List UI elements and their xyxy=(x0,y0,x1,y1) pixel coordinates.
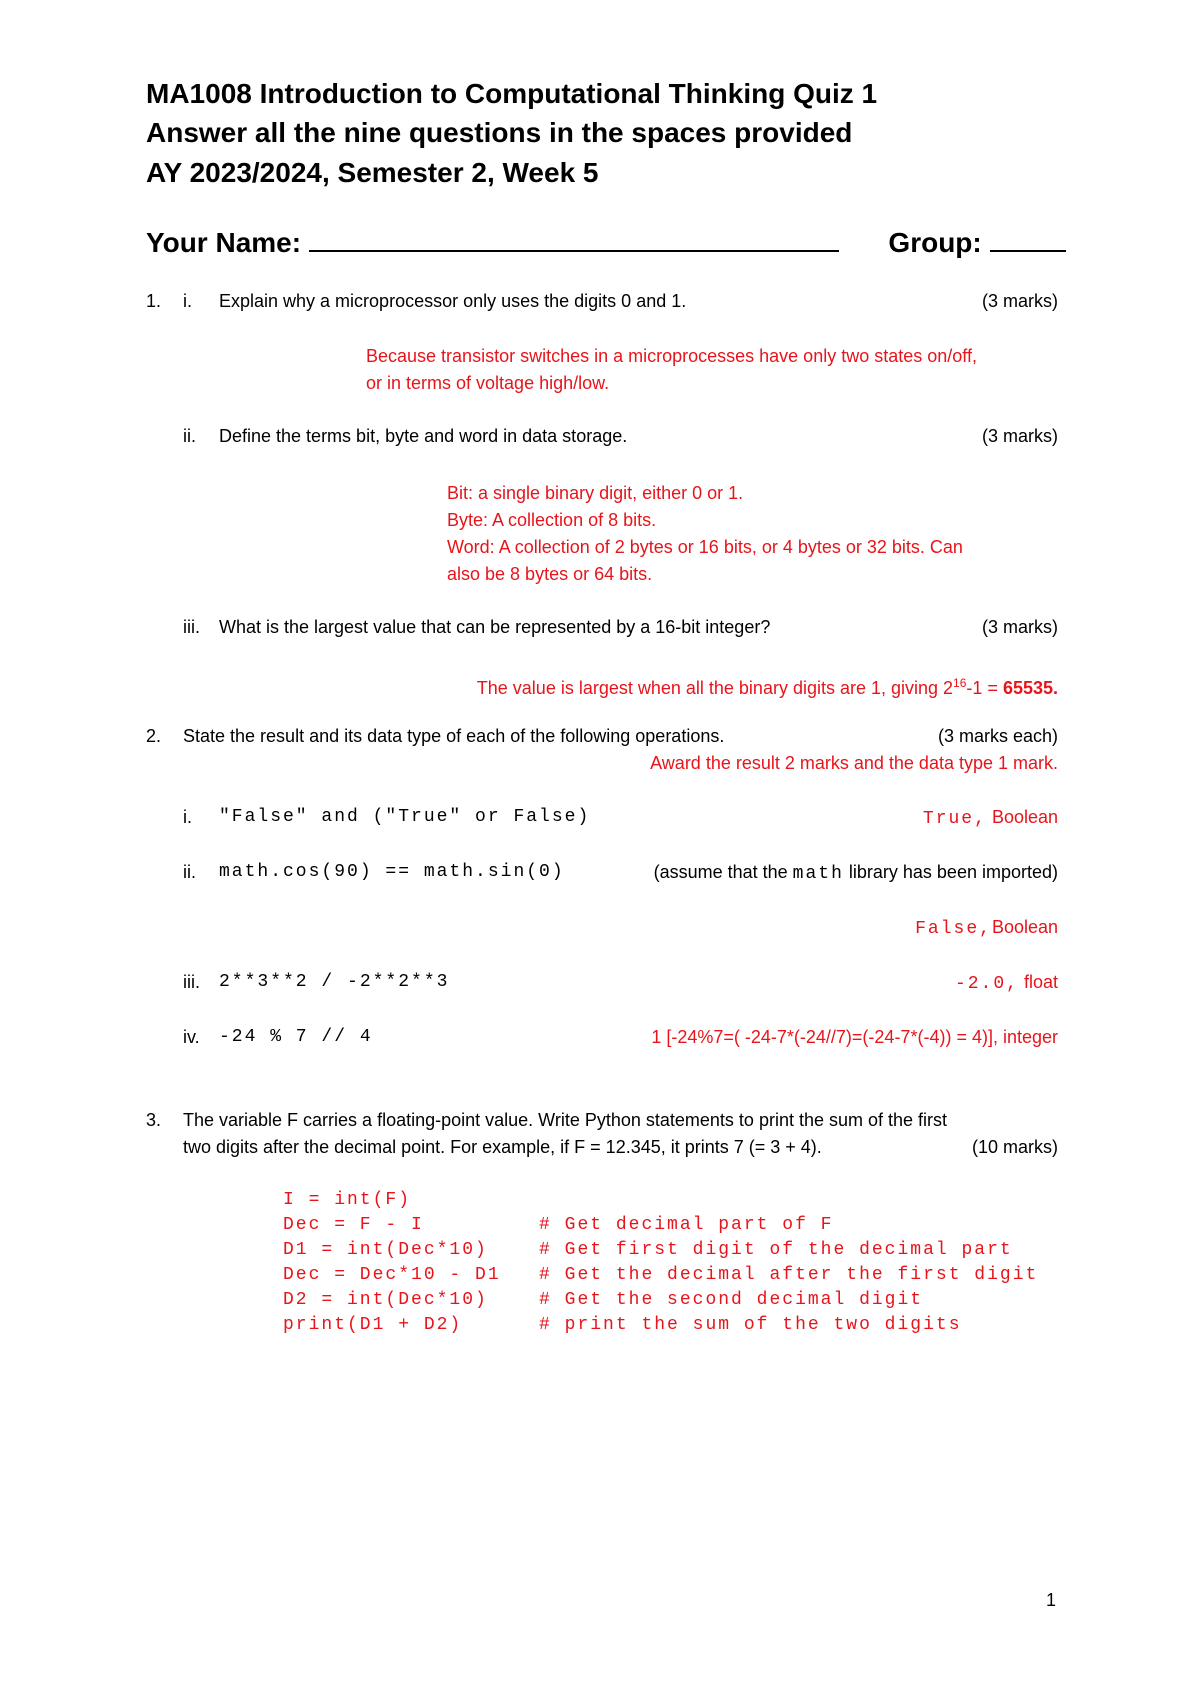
q2-iii-label: iii. xyxy=(183,972,200,992)
q1-iii-label: iii. xyxy=(183,617,200,637)
q3-marks: (10 marks) xyxy=(971,1137,1058,1157)
group-label: Group: xyxy=(888,227,982,258)
q2-iii-answer xyxy=(955,972,1058,994)
q2-marks: (3 marks each) xyxy=(937,726,1058,746)
q2-ii-answer-value: False, xyxy=(915,919,992,939)
q2-ii-note-suffix: library has been imported) xyxy=(843,862,1058,882)
q3-code-line3: D1 = int(Dec*10) # Get first digit of the decimal part xyxy=(283,1240,1013,1260)
quiz-semester: AY 2023/2024, Semester 2, Week 5 xyxy=(146,157,599,188)
q1-iii-text: What is the largest value that can be represented by a 16-bit integer? xyxy=(219,617,771,637)
q1-ii-marks: (3 marks) xyxy=(982,426,1058,446)
q3-code-line2: Dec = F - I # Get decimal part of F xyxy=(283,1215,834,1235)
q1-iii-marks: (3 marks) xyxy=(982,617,1058,637)
q3-code-line5: D2 = int(Dec*10) # Get the second decimal digit xyxy=(283,1290,924,1310)
group-blank[interactable] xyxy=(990,226,1066,252)
q1-i-label: i. xyxy=(183,291,192,311)
q3-text-line1: The variable F carries a floating-point value. Write Python statements to print the sum of the first xyxy=(183,1110,948,1130)
q2-ii-note-code: math xyxy=(792,864,844,884)
quiz-title: MA1008 Introduction to Computational Thinking Quiz 1 xyxy=(146,78,878,109)
q1-i-text: Explain why a microprocessor only uses the digits 0 and 1. xyxy=(219,291,687,311)
q1-iii-answer-prefix: The value is largest when all the binary digits are 1, giving 2 xyxy=(476,678,954,698)
q1-ii-answer-line2: Byte: A collection of 8 bits. xyxy=(447,510,657,530)
q1-ii-answer-line3: Word: A collection of 2 bytes or 16 bits, or 4 bytes or 32 bits. Can xyxy=(447,537,963,557)
name-label: Your Name: xyxy=(146,227,302,258)
q2-iv-answer: 1 [-24%7=( -24-7*(-24//7)=(-24-7*(-4)) = 4)], integer xyxy=(651,1027,1058,1047)
q2-iii-answer-value: -2.0, xyxy=(954,974,1019,994)
q1-ii-text: Define the terms bit, byte and word in data storage. xyxy=(219,426,628,446)
q2-iv-expression: -24 % 7 // 4 xyxy=(219,1027,373,1047)
q2-marking-note: Award the result 2 marks and the data type 1 mark. xyxy=(650,753,1058,773)
q1-ii-answer-line4: also be 8 bytes or 64 bits. xyxy=(447,564,653,584)
q2-i-answer-type: Boolean xyxy=(991,807,1058,827)
q2-ii-note-prefix: (assume that the xyxy=(653,862,793,882)
name-blank[interactable] xyxy=(309,226,839,252)
q2-ii-expression: math.cos(90) == math.sin(0) xyxy=(219,862,565,882)
q1-i-answer-line2: or in terms of voltage high/low. xyxy=(366,373,610,393)
q2-i-expression: "False" and ("True" or False) xyxy=(219,807,591,827)
q3-code-line1: I = int(F) xyxy=(283,1190,412,1210)
q2-text: State the result and its data type of each of the following operations. xyxy=(183,726,725,746)
q2-iii-expression: 2**3**2 / -2**2**3 xyxy=(219,972,450,992)
q1-iii-answer-exponent: 16 xyxy=(953,676,967,690)
q1-iii-answer-value: 65535. xyxy=(1002,678,1058,698)
q3-number: 3. xyxy=(146,1110,162,1130)
q3-code-line4: Dec = Dec*10 - D1 # Get the decimal after the first digit xyxy=(283,1265,1039,1285)
q2-iii-answer-type: float xyxy=(1023,972,1058,992)
q1-iii-answer-suffix: -1 = xyxy=(966,678,1003,698)
q1-i-marks: (3 marks) xyxy=(982,291,1058,311)
q2-number: 2. xyxy=(146,726,162,746)
name-group-line xyxy=(146,226,1066,259)
q2-i-answer-value: True, xyxy=(922,809,987,829)
q1-ii-answer-line1: Bit: a single binary digit, either 0 or 1. xyxy=(447,483,744,503)
q2-ii-note xyxy=(654,862,1058,884)
q2-iv-label: iv. xyxy=(183,1027,200,1047)
page-number: 1 xyxy=(1046,1590,1057,1610)
q1-iii-answer xyxy=(477,670,1058,702)
q2-i-answer xyxy=(923,807,1058,829)
q2-ii-answer xyxy=(915,917,1058,939)
q1-ii-label: ii. xyxy=(183,426,196,446)
q1-number: 1. xyxy=(146,291,162,311)
q3-text-line2: two digits after the decimal point. For example, if F = 12.345, it prints 7 (= 3 + 4). xyxy=(183,1137,822,1157)
q2-ii-label: ii. xyxy=(183,862,196,882)
q1-i-answer-line1: Because transistor switches in a microprocesses have only two states on/off, xyxy=(366,346,977,366)
q2-ii-answer-type: Boolean xyxy=(991,917,1058,937)
quiz-instructions: Answer all the nine questions in the spaces provided xyxy=(146,117,853,148)
q3-code-line6: print(D1 + D2) # print the sum of the two digits xyxy=(283,1315,962,1335)
q2-i-label: i. xyxy=(183,807,192,827)
